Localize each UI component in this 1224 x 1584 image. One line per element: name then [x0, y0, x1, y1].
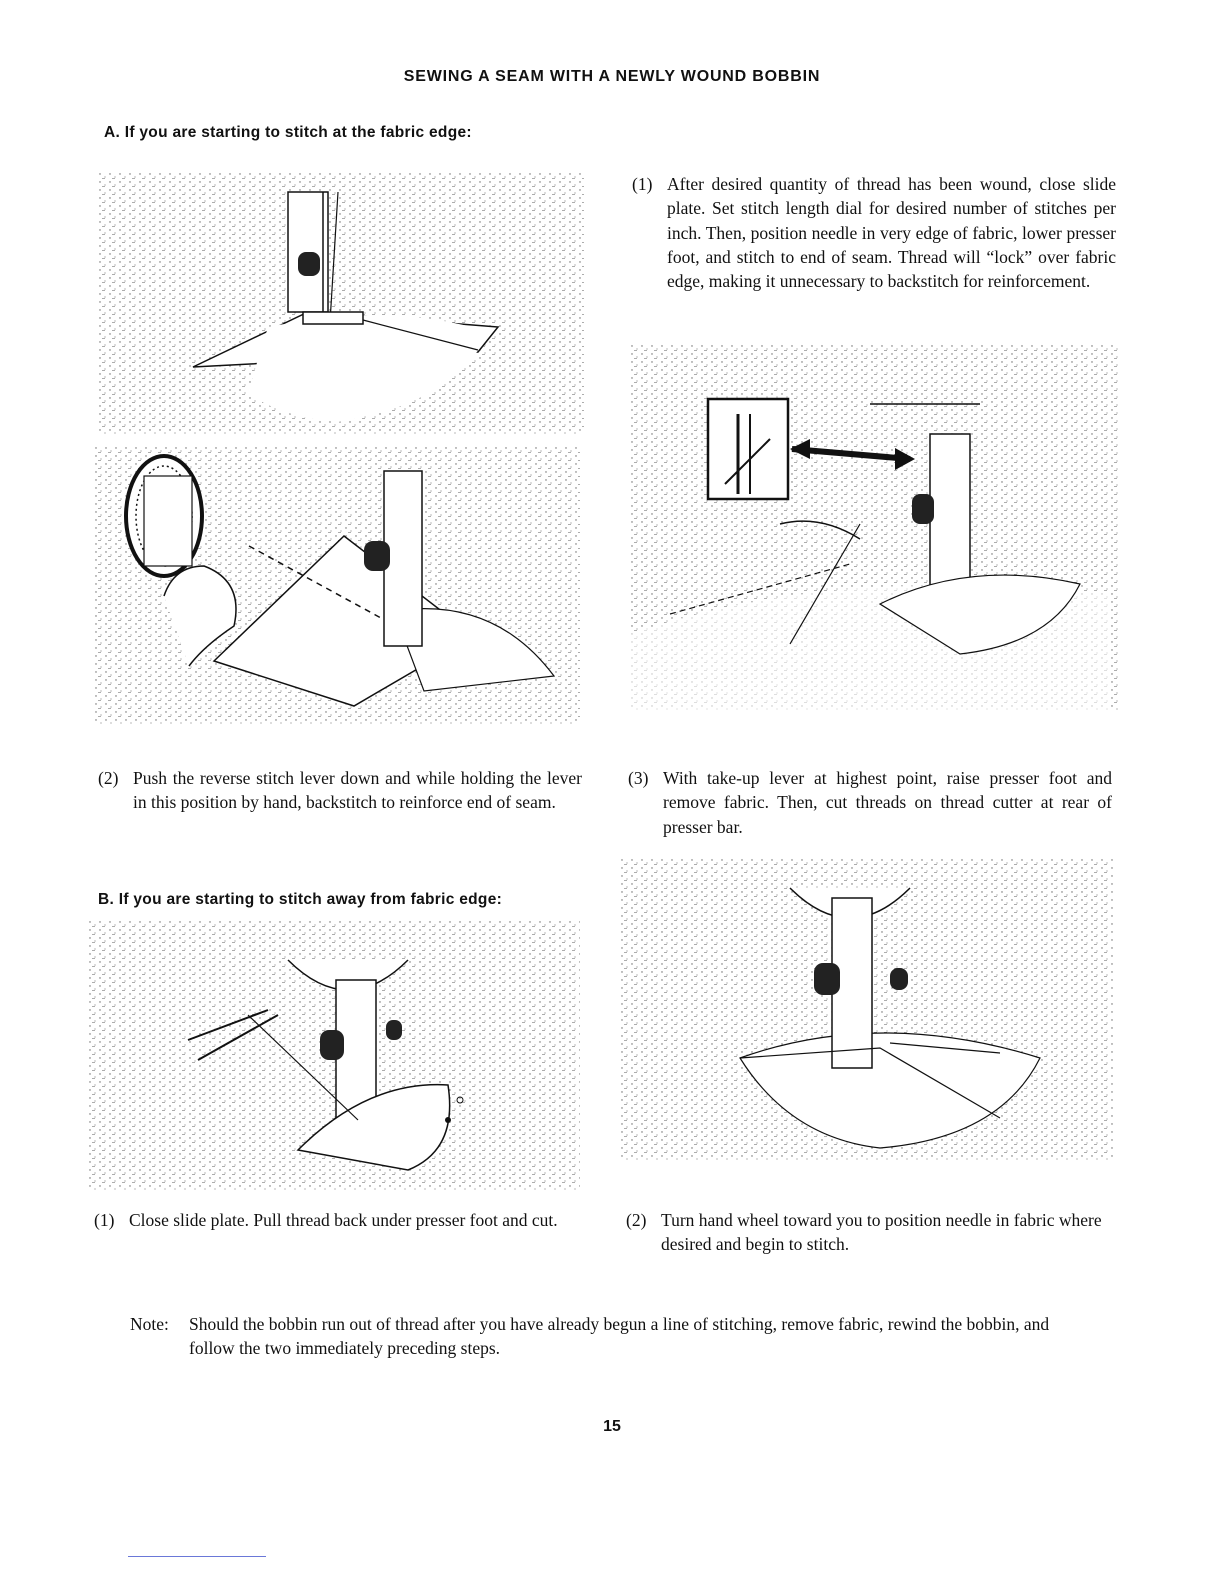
step-b1-text: Close slide plate. Pull thread back under presser foot and cut.	[129, 1210, 558, 1230]
figure-a2-reverse-stitch-lever	[94, 446, 580, 724]
step-b2-text: Turn hand wheel toward you to position needle in fabric where desired and begin to stitch.	[661, 1210, 1102, 1255]
note-label: Note:	[130, 1314, 169, 1334]
step-a2-text: Push the reverse stitch lever down and while holding the lever in this position by hand, backstitch to reinforce end of seam.	[133, 768, 582, 813]
section-a-heading: A. If you are starting to stitch at the fabric edge:	[104, 124, 472, 141]
page-title: SEWING A SEAM WITH A NEWLY WOUND BOBBIN	[403, 68, 821, 85]
step-a1-text: After desired quantity of thread has been wound, close slide plate. Set stitch length dial for desired number of stitches per inch. Then, position needle in very edge of fabric, lower presser foot, and stitch to end of seam. Thread will “lock” over fabric edge, making it unnecessary to backstitch for reinforcement.	[667, 174, 1116, 292]
figure-a3-thread-cutter	[630, 344, 1118, 710]
note	[130, 1312, 1062, 1361]
step-a2-number: (2)	[98, 768, 119, 788]
step-b1-number: (1)	[94, 1210, 115, 1230]
page-number: 15	[603, 1418, 621, 1435]
figure-b2-needle-in-fabric	[620, 858, 1114, 1160]
figure-a1-needle-at-fabric-edge	[98, 172, 584, 434]
step-a3-number: (3)	[628, 768, 649, 788]
step-b2-number: (2)	[626, 1210, 647, 1230]
step-a3-text: With take-up lever at highest point, raise presser foot and remove fabric. Then, cut threads on thread cutter at rear of presser bar.	[663, 768, 1112, 837]
step-a3	[628, 766, 1112, 839]
section-b-heading: B. If you are starting to stitch away from fabric edge:	[98, 891, 503, 908]
note-text: Should the bobbin run out of thread after you have already begun a line of stitching, remove fabric, rewind the bobbin, and follow the two immediately preceding steps.	[189, 1314, 1050, 1359]
step-a1	[632, 172, 1116, 293]
step-b1	[94, 1208, 580, 1232]
step-b2	[626, 1208, 1110, 1257]
figure-b1-pull-thread-back	[88, 920, 580, 1190]
step-a1-number: (1)	[632, 174, 653, 194]
footer-rule	[128, 1556, 266, 1557]
step-a2	[98, 766, 582, 815]
